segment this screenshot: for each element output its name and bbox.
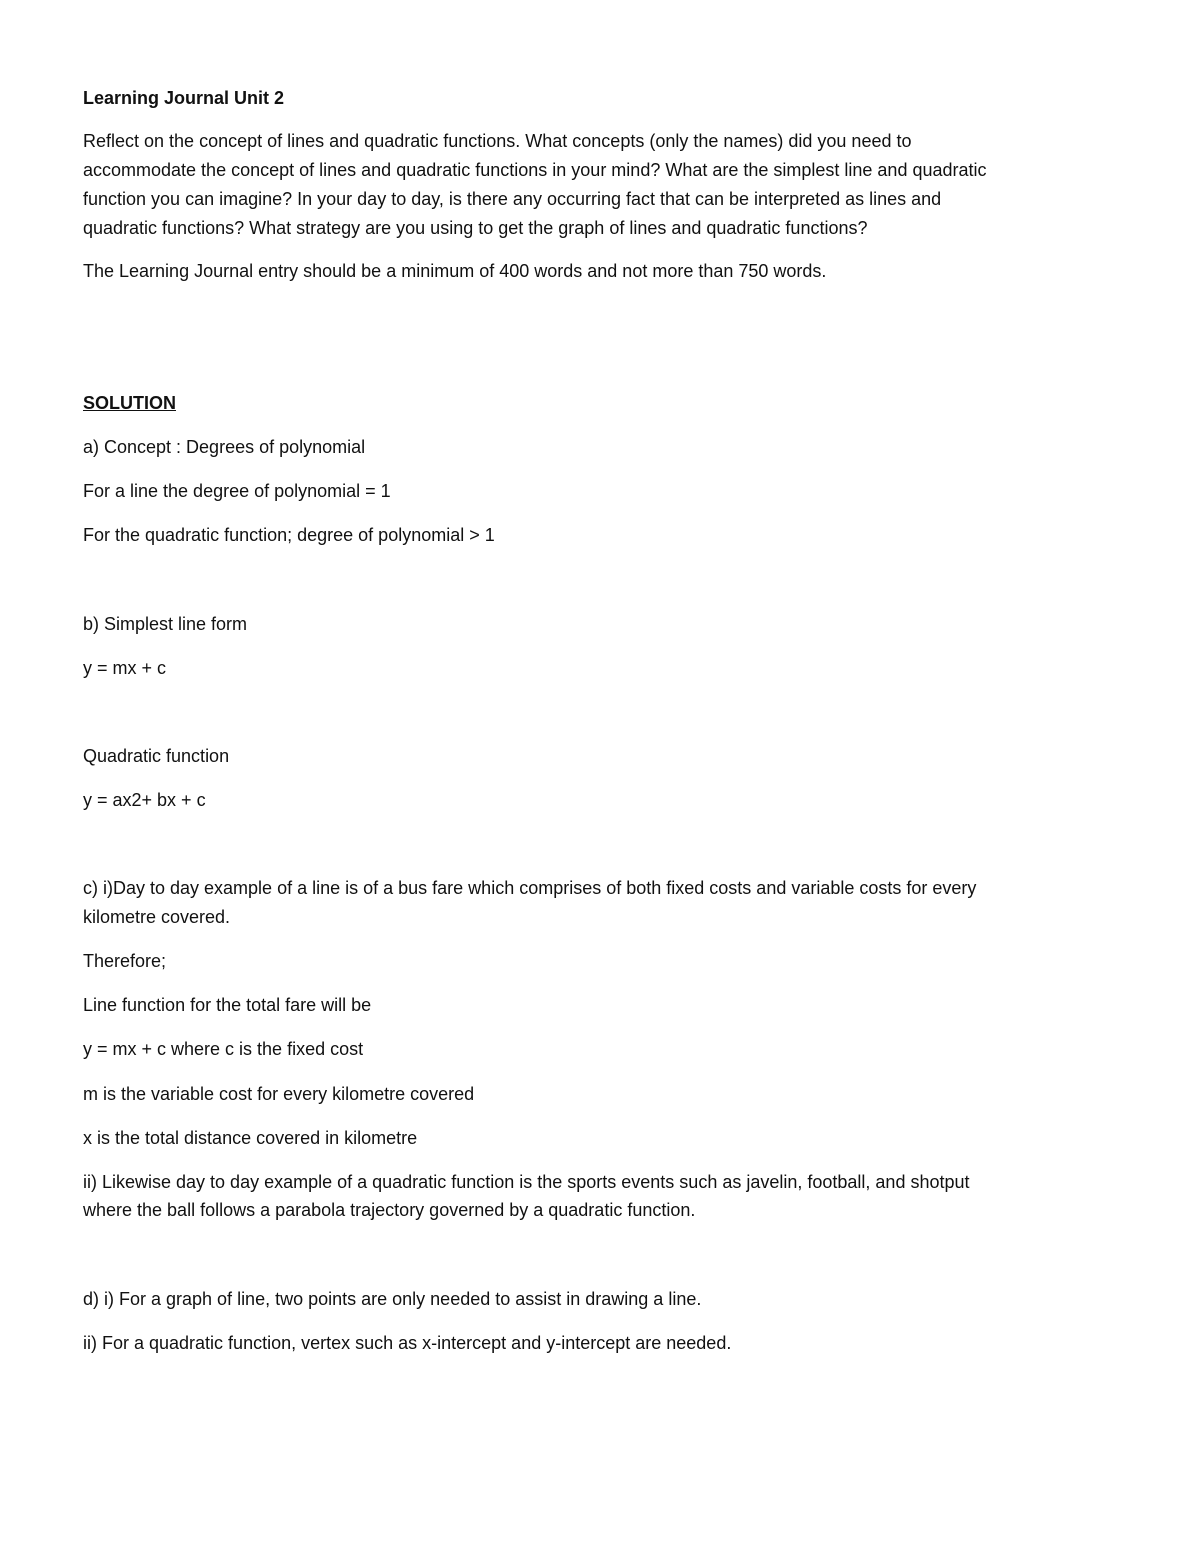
- part-d-line-graph: d) i) For a graph of line, two points are only needed to assist in drawing a line.: [83, 1289, 702, 1309]
- part-b-heading: b) Simplest line form: [83, 614, 248, 634]
- prompt-line-3: function you can imagine? In your day to day, is there any occurring fact that can be interpreted as lines and: [83, 189, 942, 209]
- part-c-example-line-2: kilometre covered.: [83, 907, 231, 927]
- part-a-line-degree: For a line the degree of polynomial = 1: [83, 481, 391, 501]
- part-b-line-formula: y = mx + c: [83, 658, 167, 678]
- part-b-quadratic-formula: y = ax2+ bx + c: [83, 790, 206, 810]
- prompt-line-4: quadratic functions? What strategy are you using to get the graph of lines and quadratic functions?: [83, 218, 868, 238]
- part-c-example-line-1: c) i)Day to day example of a line is of a bus fare which comprises of both fixed costs and variable costs for every: [83, 878, 977, 898]
- prompt-line-2: accommodate the concept of lines and quadratic functions in your mind? What are the simplest line and quadratic: [83, 160, 987, 180]
- part-c-therefore: Therefore;: [83, 951, 167, 971]
- part-b-quadratic-heading: Quadratic function: [83, 746, 230, 766]
- part-c-x-definition: x is the total distance covered in kilometre: [83, 1128, 418, 1148]
- part-c-m-definition: m is the variable cost for every kilometre covered: [83, 1084, 475, 1104]
- prompt-line-1: Reflect on the concept of lines and quadratic functions. What concepts (only the names) did you need to: [83, 131, 912, 151]
- part-a-concept: a) Concept : Degrees of polynomial: [83, 437, 366, 457]
- word-count-requirement: The Learning Journal entry should be a minimum of 400 words and not more than 750 words.: [83, 261, 827, 281]
- part-c-quadratic-example-2: where the ball follows a parabola trajectory governed by a quadratic function.: [83, 1200, 696, 1220]
- part-c-line-function: Line function for the total fare will be: [83, 995, 372, 1015]
- part-c-formula: y = mx + c where c is the fixed cost: [83, 1039, 364, 1059]
- solution-heading: SOLUTION: [83, 393, 176, 413]
- part-d-quadratic-graph: ii) For a quadratic function, vertex such as x-intercept and y-intercept are needed.: [83, 1333, 732, 1353]
- part-a-quadratic-degree: For the quadratic function; degree of polynomial > 1: [83, 525, 495, 545]
- document-title: Learning Journal Unit 2: [83, 88, 285, 108]
- part-c-quadratic-example-1: ii) Likewise day to day example of a quadratic function is the sports events such as javelin, football, and shotput: [83, 1172, 970, 1192]
